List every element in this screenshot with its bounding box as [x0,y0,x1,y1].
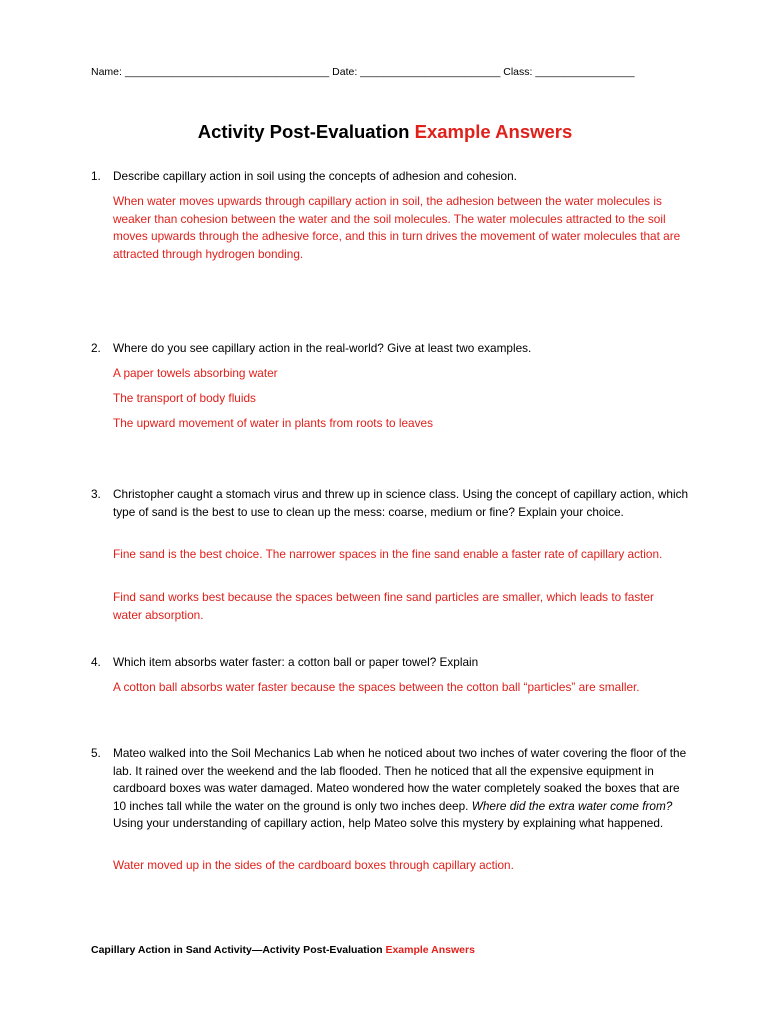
question-1 [91,168,691,186]
class-field-label: Class: _________________ [503,66,635,78]
question-text [113,745,691,833]
page-footer [91,944,475,956]
name-field-label: Name: ___________________________________ [91,66,330,78]
answer-2c: The upward movement of water in plants from roots to leaves [113,416,433,430]
page-title [0,121,770,143]
question-text-italic: Where did the extra water come from? [471,798,673,813]
answer-1a: When water moves upwards through capillary action in soil, the adhesion between the water molecules is weaker than cohesion between the water and the soil molecules. The water molecules attracted to the soil moves upwards through the adhesive force, and this in turn drives the movement of water molecules that are attracted through hydrogen bonding. [113,194,681,261]
question-number: 1. [91,169,101,183]
question-text-part: Mateo walked into the Soil Mechanics Lab when he noticed about two inches of water covering the floor of the lab. It rained over the weekend and the lab flooded. Then he noticed that all the expensive equipment in cardboard boxes was water damaged. Mateo wondered how the water completely soaked the boxes that are 10 inches tall while the water on the ground is only two inches deep. [113,746,687,813]
question-text: Describe capillary action in soil using the concepts of adhesion and cohesion. [113,169,517,183]
header-fields [91,66,635,78]
answer-2a: A paper towels absorbing water [113,366,278,380]
question-text: Christopher caught a stomach virus and threw up in science class. Using the concept of capillary action, which type of sand is the best to use to clean up the mess: coarse, medium or fine? Explain your choice. [113,487,689,519]
question-number: 5. [91,746,101,760]
question-text: Where do you see capillary action in the real-world? Give at least two examples. [113,341,532,355]
question-text-part: Using your understanding of capillary action, help Mateo solve this mystery by explaining what happened. [113,816,664,830]
question-number: 3. [91,487,101,501]
answer-4a: A cotton ball absorbs water faster because the spaces between the cotton ball “particles” are smaller. [113,680,640,694]
question-number: 2. [91,341,101,355]
answer-3b: Find sand works best because the spaces between fine sand particles are smaller, which leads to faster water absorption. [113,590,654,622]
footer-highlight: Example Answers [385,944,475,956]
footer-main: Capillary Action in Sand Activity—Activity Post-Evaluation [91,944,386,956]
title-highlight: Example Answers [414,121,573,142]
title-main: Activity Post-Evaluation [197,121,415,142]
question-2 [91,340,691,358]
question-number: 4. [91,655,101,669]
answer-2b: The transport of body fluids [113,391,256,405]
question-3 [91,486,691,521]
question-5 [91,745,691,833]
answer-5a: Water moved up in the sides of the cardboard boxes through capillary action. [113,858,514,872]
question-text: Which item absorbs water faster: a cotton ball or paper towel? Explain [113,655,479,669]
question-4 [91,654,691,672]
answer-3a: Fine sand is the best choice. The narrower spaces in the fine sand enable a faster rate of capillary action. [113,547,663,561]
date-field-label: Date: ________________________ [332,66,501,78]
